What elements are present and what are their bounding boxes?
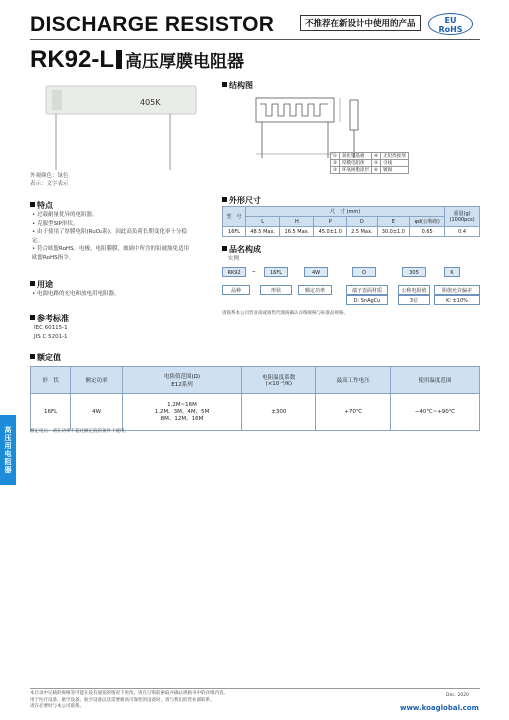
- legend-cell: 氧化铝基板: [340, 153, 372, 160]
- composition-label-box: 公称电阻值: [398, 285, 430, 295]
- ratings-note: 额定电压：请在功率不超过额定值的条件下使用。: [30, 429, 129, 434]
- dim-weight-header: 重量(g) (1000pcs): [445, 207, 480, 227]
- dim-cell: 0.4: [445, 227, 480, 237]
- badge-eu-text: EU: [444, 16, 457, 25]
- legend-cell: ⑥: [372, 167, 381, 174]
- rating-power: 4W: [71, 394, 123, 431]
- structure-heading: 结构图: [222, 80, 253, 91]
- header-divider: [30, 39, 480, 40]
- model-name: RK92-L: [30, 46, 115, 73]
- product-name-cn: 高压厚膜电阻器: [125, 52, 245, 71]
- footer-date: Dec. 2020: [446, 693, 470, 698]
- rating-header: 最高工作电压: [316, 367, 390, 394]
- composition-code-box: D: [352, 267, 376, 277]
- feature-item: • 克服型SIP形状。: [32, 220, 79, 227]
- page-title: DISCHARGE RESISTOR: [30, 13, 275, 36]
- composition-diagram: [222, 267, 482, 307]
- composition-label-box: 额定功率: [298, 285, 332, 295]
- product-photo: [34, 80, 204, 172]
- dim-column-header: D: [347, 217, 378, 227]
- composition-value-box: K: ±10%: [434, 295, 480, 305]
- dim-cell: 30.0±1.0: [377, 227, 410, 237]
- rating-voltage: +70℃: [316, 394, 390, 431]
- composition-code-box: 16FL: [264, 267, 288, 277]
- composition-note: 请联系本公司营业部或销售代理商确认详细规格与标准品规格。: [222, 311, 348, 316]
- feature-item: • 符合欧盟RoHS。电极、电阻膜膜、玻璃中所含的铅被豁免适用欧盟RoHS指令。: [32, 246, 190, 261]
- dim-size-header: 尺 寸 (mm): [246, 207, 445, 217]
- footer-disclaimer: 本目录中记载的规格等可能在没有通知的情况下更改。请在订购前索取并确认规格书中的详细内容。 用于医疗设备、航空设备、航空设备以及需要极高可靠性的设备时，请与我们的营业部联系。 请在必要时与本公司联系。: [30, 691, 228, 709]
- standard-item: JIS C 5201-1: [34, 333, 68, 340]
- dim-cell: 45.0±1.0: [314, 227, 347, 237]
- rating-range: 1.2M~16M 1.2M、3M、4M、5M 8M、12M、16M: [122, 394, 241, 431]
- composition-dash: –: [252, 267, 256, 275]
- legend-row: [331, 153, 409, 160]
- composition-label-box: 品种: [222, 285, 250, 295]
- legend-cell: ③: [331, 167, 340, 174]
- legend-cell: 环氧树脂涂层: [340, 167, 372, 174]
- dim-column-header: H: [280, 217, 314, 227]
- legend-cell: ①: [331, 153, 340, 160]
- badge-rohs-text: RoHS: [438, 25, 463, 34]
- dim-column-header: φd(公称值): [410, 217, 445, 227]
- product-heading: [30, 46, 244, 74]
- legend-row: [331, 160, 409, 167]
- dimensions-heading: 外形尺寸: [222, 195, 261, 206]
- standard-item: IEC 60115-1: [34, 325, 68, 331]
- ratings-table: [30, 366, 480, 431]
- rating-shape: 16FL: [31, 394, 71, 431]
- composition-label-box: 形状: [260, 285, 292, 295]
- eu-rohs-badge: [428, 13, 473, 35]
- ratings-heading: 额定值: [30, 352, 61, 363]
- category-side-tab: 高压用电阻器: [0, 415, 16, 485]
- resistor-illustration: [34, 80, 204, 172]
- rating-header: 使用温度范围: [390, 367, 479, 394]
- composition-code-box: 4W: [304, 267, 328, 277]
- composition-label-box: 阻值允许偏差: [434, 285, 480, 295]
- composition-label-box: 端子表面材质: [346, 285, 388, 295]
- resistor-marking: 405K: [140, 98, 161, 107]
- dim-cell: 0.65: [410, 227, 445, 237]
- rating-header: 电阻值范围(Ω) E12系列: [122, 367, 241, 394]
- standards-heading: 参考标准: [30, 313, 69, 324]
- composition-example-label: 实例: [228, 256, 240, 262]
- rating-tcr: ±300: [242, 394, 316, 431]
- dim-column-header: E: [377, 217, 410, 227]
- features-list: [32, 211, 192, 262]
- legend-cell: ④: [372, 153, 381, 160]
- legend-cell: 厚膜电阻体: [340, 160, 372, 167]
- rating-header: 形 状: [31, 367, 71, 394]
- structure-legend: [330, 152, 409, 174]
- dim-cell: 16.5 Max.: [280, 227, 314, 237]
- footer-divider: [30, 688, 480, 689]
- standards-list: [34, 324, 68, 341]
- rating-temp: −40℃~+90℃: [390, 394, 479, 431]
- dim-type-header: 型 号: [223, 207, 246, 227]
- composition-code-box: RK92: [222, 267, 246, 277]
- composition-code-box: 305: [402, 267, 426, 277]
- photo-caption: [30, 172, 69, 188]
- dim-cell: 48.5 Max.: [246, 227, 280, 237]
- usage-item: • 电源电路的充电和放电用电阻器。: [32, 291, 120, 297]
- photo-color-caption: 外观颜色：绿色: [30, 173, 69, 179]
- composition-value-box: 3位: [398, 295, 430, 305]
- model-bar: [116, 50, 122, 69]
- rating-header: 额定功率: [71, 367, 123, 394]
- composition-heading: 品名构成: [222, 244, 261, 255]
- rating-header: 电阻温度系数 (×10⁻⁶/K): [242, 367, 316, 394]
- dim-column-header: P: [314, 217, 347, 227]
- photo-marking-caption: 表示：文字表示: [30, 181, 69, 187]
- legend-cell: 无铅焊接剂: [381, 153, 409, 160]
- legend-row: [331, 167, 409, 174]
- discontinued-notice: 不推荐在新设计中使用的产品: [300, 15, 421, 31]
- composition-value-box: D: SnAgCu: [346, 295, 388, 305]
- feature-item: • 由于使用了厚膜电阻(RuO₂系)，因此高负荷长期变化率十分稳定。: [32, 229, 187, 244]
- dimensions-table: [222, 206, 480, 237]
- feature-item: • 过载耐量优异的电阻器。: [32, 212, 98, 218]
- legend-cell: 镀锡: [381, 167, 409, 174]
- usage-list: [32, 290, 120, 299]
- dim-column-header: L: [246, 217, 280, 227]
- usage-heading: 用途: [30, 279, 53, 290]
- legend-cell: ②: [331, 160, 340, 167]
- composition-code-box: K: [444, 267, 460, 277]
- features-heading: 特点: [30, 200, 53, 211]
- legend-cell: ⑤: [372, 160, 381, 167]
- footer-website-link[interactable]: www.koaglobal.com: [400, 704, 479, 712]
- legend-cell: 引线: [381, 160, 409, 167]
- dim-cell: 2.5 Max.: [347, 227, 378, 237]
- dim-cell: 16FL: [223, 227, 246, 237]
